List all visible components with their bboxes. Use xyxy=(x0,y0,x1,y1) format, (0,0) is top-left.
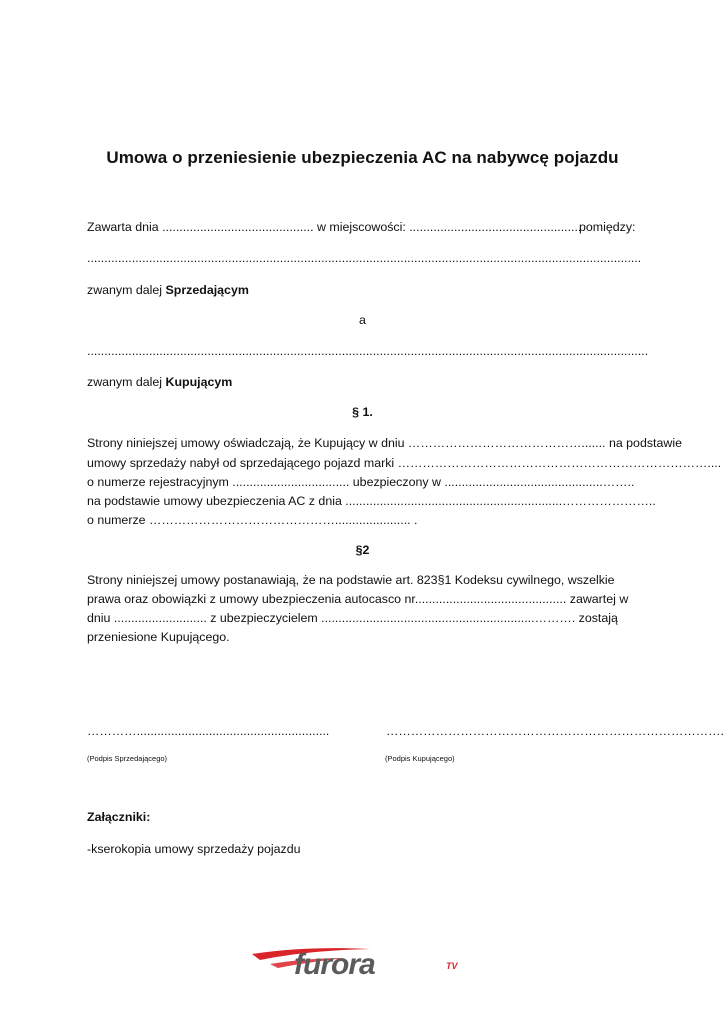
buyer-designation xyxy=(87,373,232,392)
party-dotted-line-2: ................................................................................................................................................................... xyxy=(87,344,649,358)
buyer-signature-line: ………………………………………………………………………. xyxy=(386,724,724,738)
section-2-line: przeniesione Kupującego. xyxy=(87,630,230,644)
logo-suffix: TV xyxy=(446,961,458,971)
seller-name: Sprzedającym xyxy=(165,283,249,297)
section-1-line: umowy sprzedaży nabył od sprzedającego pojazd marki ………………………………………………………………….... xyxy=(87,456,722,470)
attachment-item: -kserokopia umowy sprzedaży pojazdu xyxy=(87,842,301,856)
buyer-prefix: zwanym dalej xyxy=(87,375,166,389)
buyer-signature-caption: (Podpis Kupującego) xyxy=(385,754,455,763)
and-conjunction: a xyxy=(359,313,366,327)
section-1-line: o numerze ………………………………………...................... . xyxy=(87,513,418,527)
buyer-name: Kupującym xyxy=(165,375,233,389)
section-2-heading: §2 xyxy=(355,543,370,557)
party-dotted-line-1: ................................................................................................................................................................. xyxy=(87,251,642,265)
seller-signature-line: …………........................................................ xyxy=(87,724,330,738)
section-2-line: prawa oraz obowiązki z umowy ubezpieczenia autocasco nr............................................ zawartej w xyxy=(87,592,629,606)
furora-logo xyxy=(250,944,475,984)
intro-date-place: Zawarta dnia ............................................ w miejscowości: .................................................. xyxy=(87,220,582,234)
seller-prefix: zwanym dalej xyxy=(87,283,166,297)
section-2-line: dniu ........................... z ubezpieczycielem ..............................................................………. zostają xyxy=(87,611,618,625)
section-2-line: Strony niniejszej umowy postanawiają, że na podstawie art. 823§1 Kodeksu cywilnego, wszelkie xyxy=(87,573,615,587)
section-1-line: o numerze rejestracyjnym .................................. ubezpieczony w ..............................................…….. xyxy=(87,475,635,489)
seller-designation xyxy=(87,281,249,300)
section-1-line: Strony niniejszej umowy oświadczają, że Kupujący w dniu ……………………………………....... na podstawie xyxy=(87,436,682,450)
section-1-heading: § 1. xyxy=(352,405,373,419)
document-title: Umowa o przeniesienie ubezpieczenia AC na nabywcę pojazdu xyxy=(106,148,619,167)
seller-signature-caption: (Podpis Sprzedającego) xyxy=(87,754,168,763)
section-1-line: na podstawie umowy ubezpieczenia AC z dnia ...............................................................………………….. xyxy=(87,494,656,508)
logo-wordmark: furora xyxy=(294,948,375,981)
intro-between: pomiędzy: xyxy=(579,220,636,234)
attachments-heading: Załączniki: xyxy=(87,810,151,824)
